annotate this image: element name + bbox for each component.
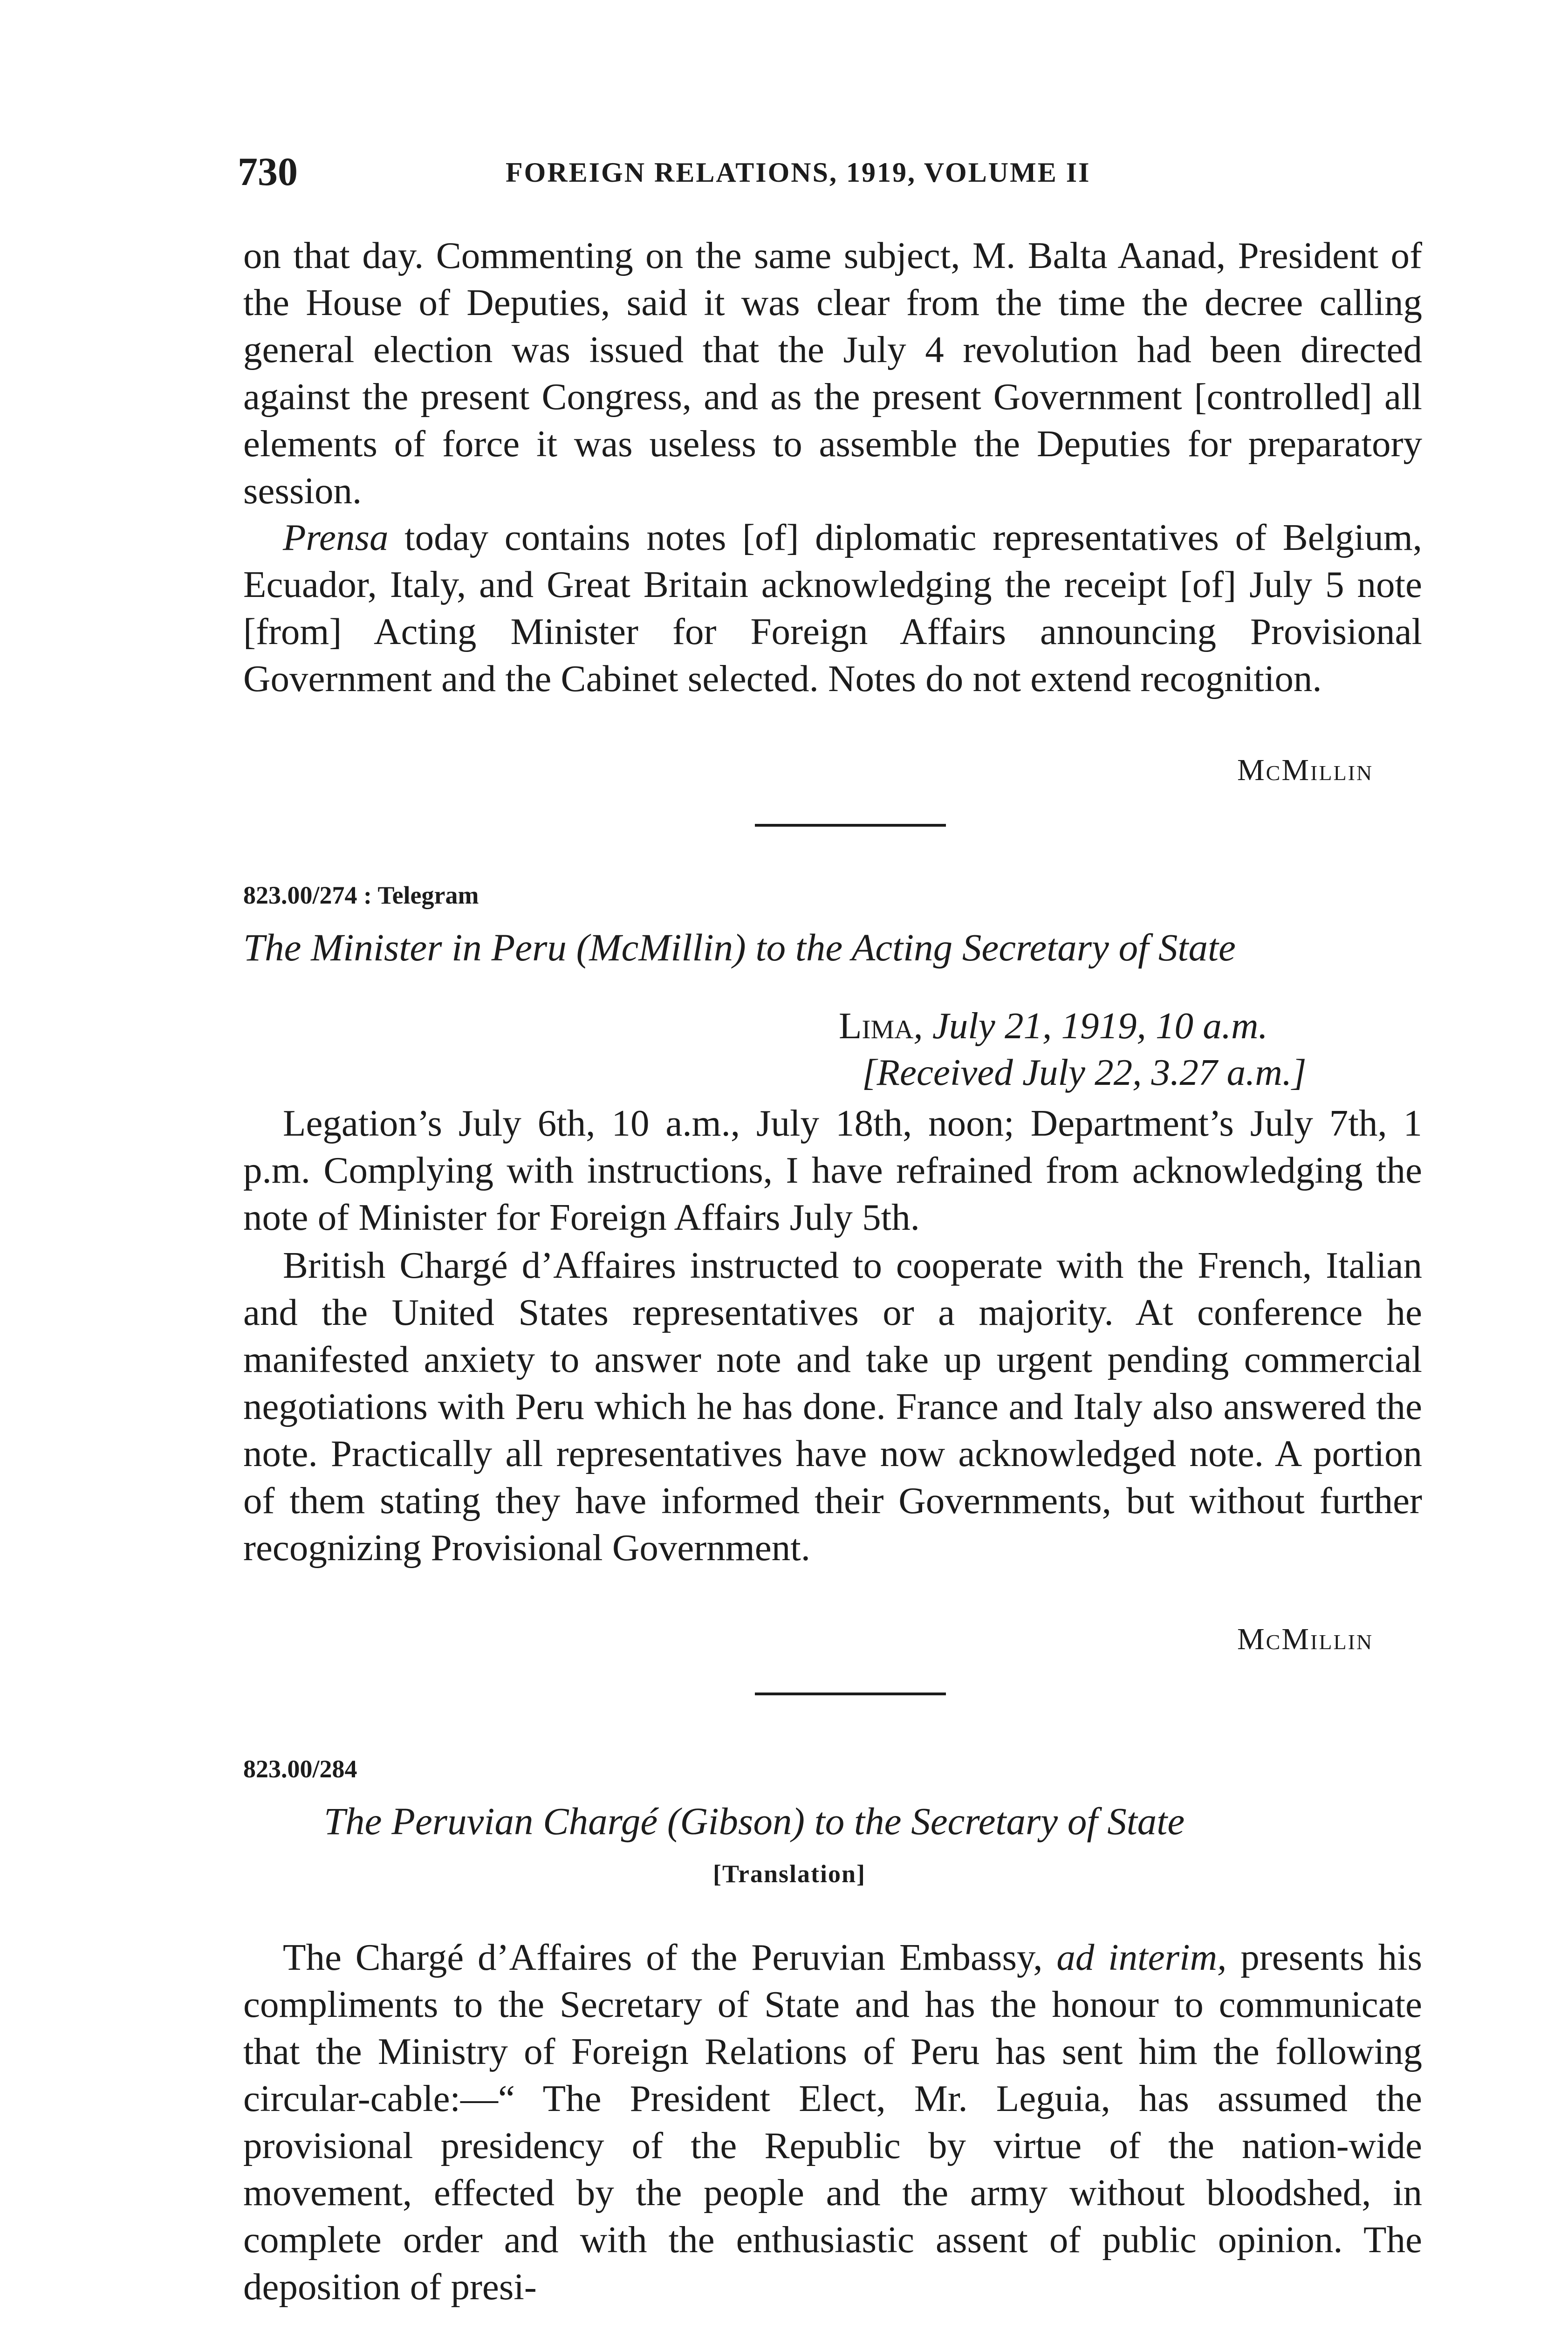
signature: McMillin [1237, 753, 1374, 787]
running-head: FOREIGN RELATIONS, 1919, VOLUME II [506, 157, 1091, 188]
signature: McMillin [1237, 1622, 1374, 1656]
paragraph-charge-text-continued: presents his compliments to the Secretary of State and has the honour to communicate that the Ministry of Foreign Relations of Peru has sent him the following circular-cable:—“ The President Elect, Mr. Leguia, has assumed the provisional presidency of the Republic by virtue of the nation-wide movement, effected by the people and the army without bloodshed, in complete order and with the enthusiastic assent of public opinion. The deposition of presi- [243, 1936, 1423, 2308]
dateline-date: , July 21, 1919, 10 a.m. [913, 1005, 1268, 1047]
file-number: 823.00/274 : Telegram [243, 881, 479, 909]
translation-note: [Translation] [713, 1860, 866, 1888]
page-number: 730 [238, 149, 298, 194]
paragraph-british: British Chargé d’Affaires instructed to cooperate with the French, Italian and the United States representatives or a majority. At conference he manifested anxiety to answer note and take up urgent pending commercial negotiations with Peru which he has done. France and Italy also answered the note. Practically all representatives have now acknowledged note. A portion of them stating they have informed their Governments, but without further recognizing Provisional Government. [243, 1244, 1422, 1569]
paragraph-charge [243, 1934, 1422, 2310]
dateline-place: Lima [839, 1005, 914, 1047]
paragraph-charge-text: The Chargé d’Affaires of the Peruvian Embassy, [283, 1936, 1057, 1978]
file-number: 823.00/284 [243, 1755, 357, 1783]
document-title: The Minister in Peru (McMillin) to the Acting Secretary of State [243, 926, 1236, 969]
section-divider [755, 824, 946, 827]
paragraph-prensa [243, 514, 1422, 702]
ad-interim-italic: ad interim, [1056, 1936, 1227, 1978]
paragraph-legation: Legation’s July 6th, 10 a.m., July 18th, noon; Department’s July 7th, 1 p.m. Complying with instructions, I have refrained from acknowledging the note of Minister for Foreign Affairs July 5th. [243, 1102, 1422, 1238]
page-header [238, 148, 1421, 199]
document-title: The Peruvian Chargé (Gibson) to the Secretary of State [324, 1800, 1185, 1843]
dateline [839, 1004, 1268, 1048]
paragraph-continuation: on that day. Commenting on the same subject, M. Balta Aanad, President of the House of Deputies, said it was clear from the time the decree calling general election was issued that the July 4 revolution had been directed against the present Congress, and as the present Government [controlled] all elements of force it was useless to assemble the Deputies for preparatory session. [243, 234, 1422, 512]
section-divider [755, 1693, 946, 1695]
prensa-italic: Prensa [283, 516, 389, 558]
paragraph-prensa-text: today contains notes [of] diplomatic representatives of Belgium, Ecuador, Italy, and Great Britain acknowledging the receipt [of] July 5 note [from] Acting Minister for Foreign Affairs announcing Provisional Government and the Cabinet selected. Notes do not extend recognition. [243, 516, 1422, 699]
received-line: [Received July 22, 3.27 a.m.] [862, 1051, 1307, 1093]
